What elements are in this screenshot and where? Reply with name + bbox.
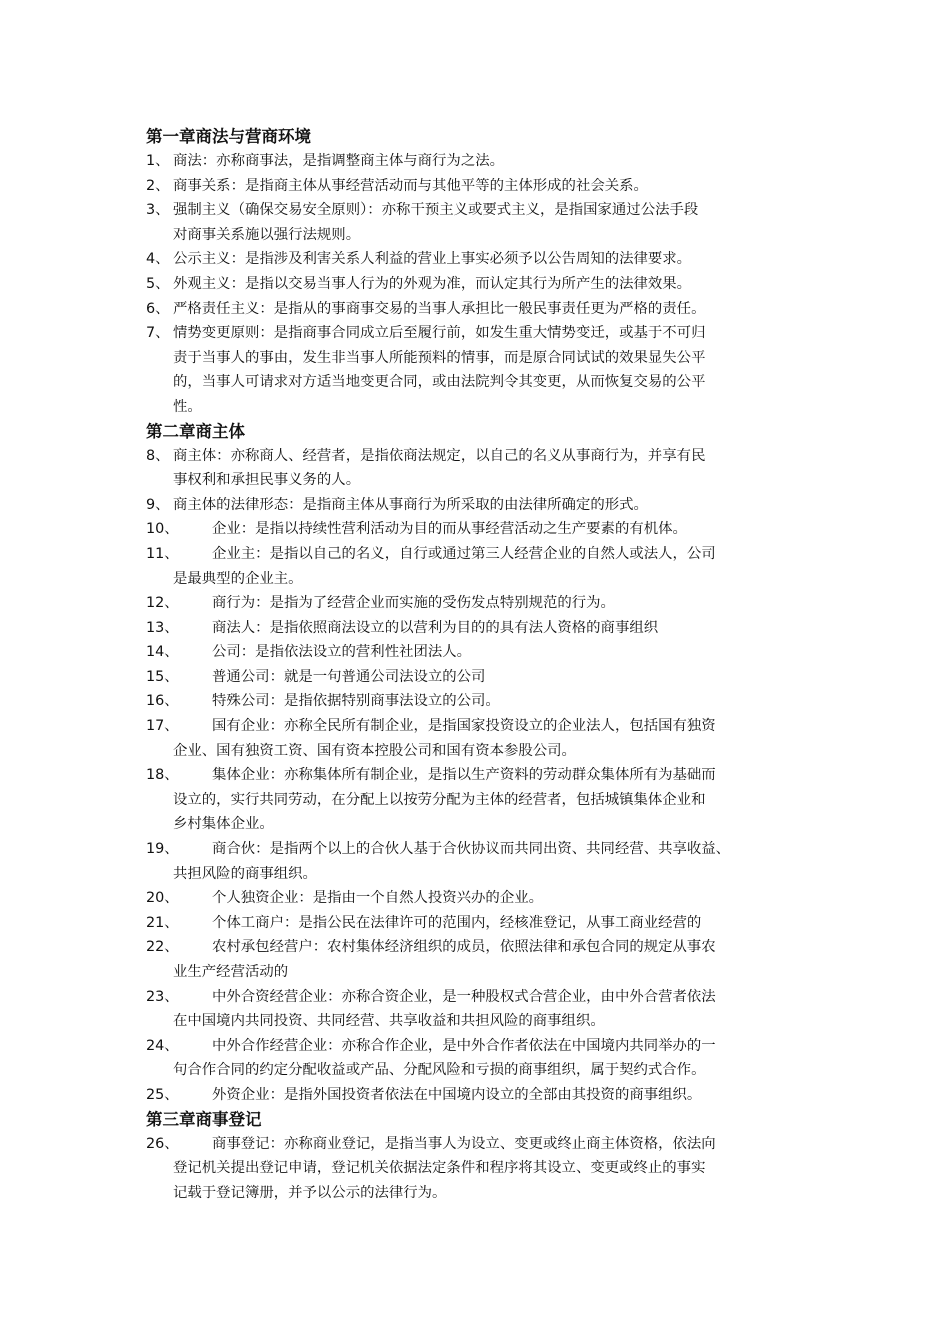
- item-number: 21、: [146, 914, 179, 931]
- list-item: [146, 714, 816, 763]
- item-text: [146, 321, 816, 419]
- item-text: [146, 1132, 816, 1206]
- text-line: 商行为：是指为了经营企业而实施的受伤发点特别规范的行为。: [212, 595, 615, 612]
- list-item: [146, 616, 816, 641]
- list-item: [146, 297, 816, 322]
- item-number: 5、: [146, 275, 170, 292]
- list-item: [146, 911, 816, 936]
- item-number: 15、: [146, 668, 179, 685]
- list-item: [146, 1083, 816, 1108]
- list-item: [146, 272, 816, 297]
- text-line: 中外合资经营企业：亦称合资企业，是一种股权式合营企业，由中外合营者依法: [212, 988, 716, 1005]
- item-text: [146, 911, 816, 936]
- list-item: [146, 665, 816, 690]
- item-text: [146, 493, 816, 518]
- text-line: 商事登记：亦称商业登记，是指当事人为设立、变更或终止商主体资格，依法向: [212, 1135, 716, 1152]
- text-line: 企业、国有独资工资、国有资本控股公司和国有资本参股公司。: [173, 742, 576, 759]
- item-text: [146, 272, 816, 297]
- item-text: [146, 1083, 816, 1108]
- item-number: 24、: [146, 1037, 179, 1054]
- text-line: 个人独资企业：是指由一个自然人投资兴办的企业。: [212, 890, 543, 907]
- chapter-heading: 第三章商事登记: [146, 1109, 262, 1129]
- item-text: [146, 517, 816, 542]
- item-number: 23、: [146, 988, 179, 1005]
- list-item: [146, 542, 816, 591]
- item-text: [146, 247, 816, 272]
- list-item: [146, 493, 816, 518]
- item-number: 22、: [146, 939, 179, 956]
- item-number: 4、: [146, 251, 170, 268]
- text-line: 事权利和承担民事义务的人。: [173, 472, 361, 489]
- item-text: [146, 689, 816, 714]
- item-text: [146, 297, 816, 322]
- text-line: 句合作合同的约定分配收益或产品、分配风险和亏损的商事组织，属于契约式合作。: [173, 1062, 706, 1079]
- item-number: 6、: [146, 300, 170, 317]
- item-number: 8、: [146, 447, 170, 464]
- text-line: 企业：是指以持续性营利活动为目的而从事经营活动之生产要素的有机体。: [212, 521, 687, 538]
- text-line: 公示主义：是指涉及利害关系人利益的营业上事实必须予以公告周知的法律要求。: [173, 251, 692, 268]
- text-line: 外观主义：是指以交易当事人行为的外观为准，而认定其行为所产生的法律效果。: [173, 275, 692, 292]
- item-number: 11、: [146, 545, 179, 562]
- text-line: 的，当事人可请求对方适当地变更合同，或由法院判令其变更，从而恢复交易的公平: [173, 374, 706, 391]
- list-item: [146, 985, 816, 1034]
- item-number: 3、: [146, 202, 170, 219]
- item-number: 18、: [146, 767, 179, 784]
- item-number: 17、: [146, 718, 179, 735]
- item-number: 12、: [146, 595, 179, 612]
- item-text: [146, 444, 816, 493]
- item-number: 9、: [146, 496, 170, 513]
- item-text: [146, 542, 816, 591]
- text-line: 设立的，实行共同劳动，在分配上以按劳分配为主体的经营者，包括城镇集体企业和: [173, 791, 706, 808]
- chapter-heading: 第一章商法与营商环境: [146, 127, 311, 146]
- item-text: [146, 616, 816, 641]
- item-text: [146, 714, 816, 763]
- item-text: [146, 640, 816, 665]
- text-line: 企业主：是指以自己的名义，自行或通过第三人经营企业的自然人或法人，公司: [212, 545, 716, 562]
- item-text: [146, 985, 816, 1034]
- item-text: [146, 591, 816, 616]
- item-text: [146, 149, 816, 174]
- text-line: 商法：亦称商事法，是指调整商主体与商行为之法。: [173, 153, 504, 169]
- list-item: [146, 1034, 816, 1083]
- list-item: [146, 591, 816, 616]
- item-text: [146, 763, 816, 837]
- list-item: [146, 689, 816, 714]
- list-item: [146, 321, 816, 419]
- list-item: [146, 837, 816, 886]
- chapter-heading: 第二章商主体: [146, 421, 245, 441]
- text-line: 公司：是指依法设立的营利性社团法人。: [212, 644, 472, 661]
- list-item: [146, 1132, 816, 1206]
- item-number: 2、: [146, 177, 170, 194]
- text-line: 业生产经营活动的: [173, 964, 289, 980]
- list-item: [146, 886, 816, 911]
- document-body: [146, 125, 816, 1205]
- item-text: [146, 886, 816, 911]
- item-text: [146, 837, 816, 886]
- text-line: 个体工商户：是指公民在法律许可的范围内，经核准登记，从事工商业经营的: [212, 914, 702, 931]
- list-item: [146, 444, 816, 493]
- text-line: 在中国境内共同投资、共同经营、共享收益和共担风险的商事组织。: [173, 1013, 605, 1030]
- list-item: [146, 640, 816, 665]
- item-number: 13、: [146, 619, 179, 636]
- text-line: 商法人：是指依照商法设立的以营利为目的的具有法人资格的商事组织: [212, 619, 659, 636]
- list-item: [146, 517, 816, 542]
- text-line: 商主体：亦称商人、经营者，是指依商法规定，以自己的名义从事商行为，并享有民: [173, 447, 706, 464]
- item-text: [146, 1034, 816, 1083]
- text-line: 中外合作经营企业：亦称合作企业，是中外合作者依法在中国境内共同举办的一: [212, 1037, 716, 1054]
- item-number: 1、: [146, 153, 170, 169]
- list-item: [146, 198, 816, 247]
- text-line: 国有企业：亦称全民所有制企业，是指国家投资设立的企业法人，包括国有独资: [212, 718, 716, 735]
- item-number: 10、: [146, 521, 179, 538]
- item-number: 14、: [146, 644, 179, 661]
- text-line: 是最典型的企业主。: [173, 570, 303, 587]
- item-number: 25、: [146, 1086, 179, 1103]
- text-line: 商事关系：是指商主体从事经营活动而与其他平等的主体形成的社会关系。: [173, 177, 648, 194]
- text-line: 记载于登记簿册，并予以公示的法律行为。: [173, 1184, 447, 1201]
- text-line: 登记机关提出登记申请，登记机关依据法定条件和程序将其设立、变更或终止的事实: [173, 1160, 706, 1177]
- item-number: 20、: [146, 890, 179, 907]
- list-item: [146, 935, 816, 984]
- text-line: 商合伙：是指两个以上的合伙人基于合伙协议而共同出资、共同经营、共享收益、: [212, 841, 731, 858]
- text-line: 共担风险的商事组织。: [173, 865, 317, 882]
- text-line: 责于当事人的事由，发生非当事人所能预料的情事，而是原合同试试的效果显失公平: [173, 349, 706, 366]
- item-text: [146, 174, 816, 199]
- text-line: 农村承包经营户：农村集体经济组织的成员，依照法律和承包合同的规定从事农: [212, 939, 716, 956]
- list-item: [146, 247, 816, 272]
- text-line: 性。: [173, 398, 202, 415]
- item-number: 16、: [146, 693, 179, 710]
- list-item: [146, 174, 816, 199]
- text-line: 集体企业：亦称集体所有制企业，是指以生产资料的劳动群众集体所有为基础而: [212, 767, 716, 784]
- item-text: [146, 935, 816, 984]
- list-item: [146, 149, 816, 174]
- text-line: 乡村集体企业。: [173, 816, 274, 833]
- text-line: 商主体的法律形态：是指商主体从事商行为所采取的由法律所确定的形式。: [173, 496, 648, 513]
- text-line: 情势变更原则：是指商事合同成立后至履行前，如发生重大情势变迁，或基于不可归: [173, 325, 706, 342]
- text-line: 外资企业：是指外国投资者依法在中国境内设立的全部由其投资的商事组织。: [212, 1086, 702, 1103]
- item-text: [146, 665, 816, 690]
- text-line: 严格责任主义：是指从的事商事交易的当事人承担比一般民事责任更为严格的责任。: [173, 300, 706, 317]
- text-line: 特殊公司：是指依据特别商事法设立的公司。: [212, 693, 500, 710]
- text-line: 强制主义（确保交易安全原则）：亦称干预主义或要式主义，是指国家通过公法手段: [173, 202, 699, 219]
- item-number: 26、: [146, 1135, 179, 1152]
- item-number: 19、: [146, 841, 179, 858]
- item-text: [146, 198, 816, 247]
- text-line: 普通公司：就是一句普通公司法设立的公司: [212, 668, 486, 685]
- text-line: 对商事关系施以强行法规则。: [173, 226, 361, 243]
- item-number: 7、: [146, 325, 170, 342]
- list-item: [146, 763, 816, 837]
